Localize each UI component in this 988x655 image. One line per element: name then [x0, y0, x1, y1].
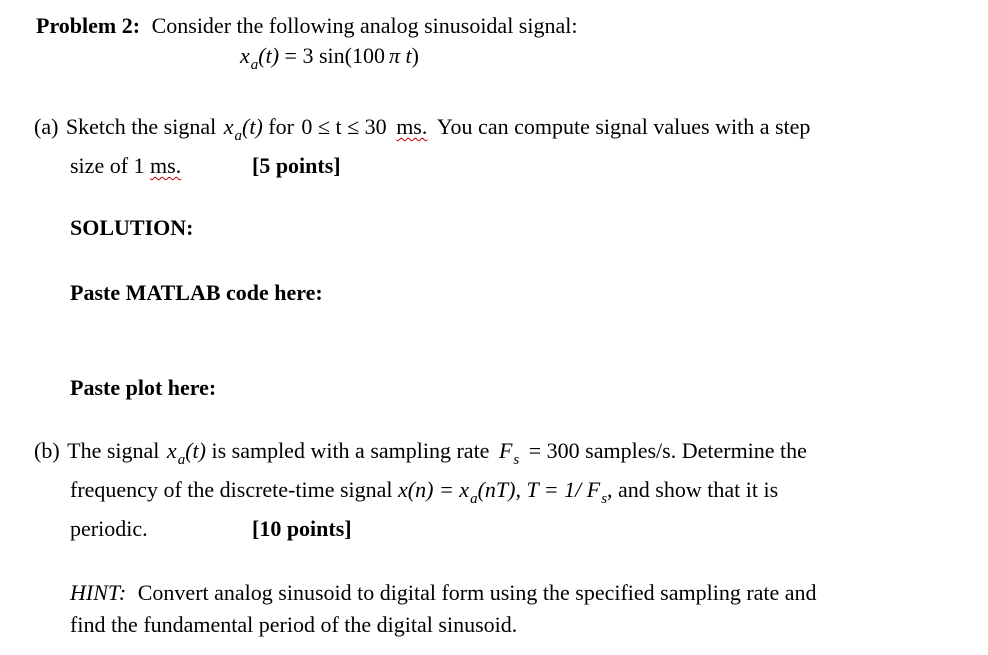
part-a-range: 0 ≤ t ≤ 30	[301, 114, 387, 139]
part-b-fs-var: F	[498, 438, 513, 463]
part-b-xn-sub-2: s	[601, 491, 608, 507]
matlab-code-prompt: Paste MATLAB code here:	[70, 280, 323, 305]
equation-sub: a	[250, 57, 259, 73]
equation-close: )	[411, 43, 419, 68]
equation-arg: (t)	[258, 43, 280, 68]
part-b-sig-arg: (t)	[185, 438, 206, 463]
problem-heading-line	[36, 12, 577, 40]
part-a-sig-sub: a	[234, 128, 242, 144]
part-b-line-1	[34, 437, 807, 468]
part-a-line-1	[34, 113, 810, 144]
equation-pi: π	[388, 43, 400, 68]
part-b-text-4: frequency of the discrete-time signal	[70, 477, 393, 502]
hint-label: HINT:	[70, 580, 127, 605]
part-a-points: [5 points]	[252, 153, 341, 178]
part-b-points: [10 points]	[252, 516, 352, 541]
part-b-fs-sub: s	[513, 452, 520, 468]
signal-equation	[240, 42, 419, 73]
part-a-text-2: for	[268, 114, 294, 139]
part-b-text-2: is sampled with a sampling rate	[211, 438, 490, 463]
hint-line-1	[70, 579, 817, 607]
part-a-text-1: Sketch the signal	[65, 114, 217, 139]
part-b-sig-sub: a	[177, 452, 186, 468]
part-b-line-2	[70, 476, 778, 507]
equation-var: x	[240, 43, 250, 68]
plot-prompt: Paste plot here:	[70, 375, 217, 400]
hint-text-1: Convert analog sinusoid to digital form using the specified sampling rate and	[137, 580, 817, 605]
part-b-text-3: = 300 samples/s. Determine the	[528, 438, 807, 463]
part-a-unit-2: ms.	[150, 153, 182, 178]
problem-intro: Consider the following analog sinusoidal signal:	[151, 13, 578, 38]
part-b-xn-arg: (nT), T = 1/ F	[477, 477, 601, 502]
part-b-xn: x(n) = x	[398, 477, 470, 502]
equation-t: t	[405, 43, 412, 68]
part-a-label: (a)	[34, 114, 59, 139]
part-a-text-4: size of 1	[70, 153, 145, 178]
part-a-text-3: You can compute signal values with a step	[436, 114, 811, 139]
part-b-text-5: , and show that it is	[607, 477, 779, 502]
part-b-label: (b)	[34, 438, 60, 463]
part-b-xn-sub: a	[470, 491, 478, 507]
part-a-sig-arg: (t)	[242, 114, 263, 139]
solution-label: SOLUTION:	[70, 215, 194, 240]
part-b-text-1: The signal	[67, 438, 160, 463]
equation-rhs: = 3 sin(100	[284, 43, 385, 68]
hint-text-2: find the fundamental period of the digital sinusoid.	[70, 612, 518, 637]
part-a-line-2	[70, 152, 181, 180]
part-a-sig-var: x	[223, 114, 234, 139]
problem-heading: Problem 2:	[36, 13, 141, 38]
part-a-unit: ms.	[396, 114, 428, 139]
part-b-text-6: periodic.	[70, 516, 148, 541]
part-b-sig-var: x	[166, 438, 177, 463]
